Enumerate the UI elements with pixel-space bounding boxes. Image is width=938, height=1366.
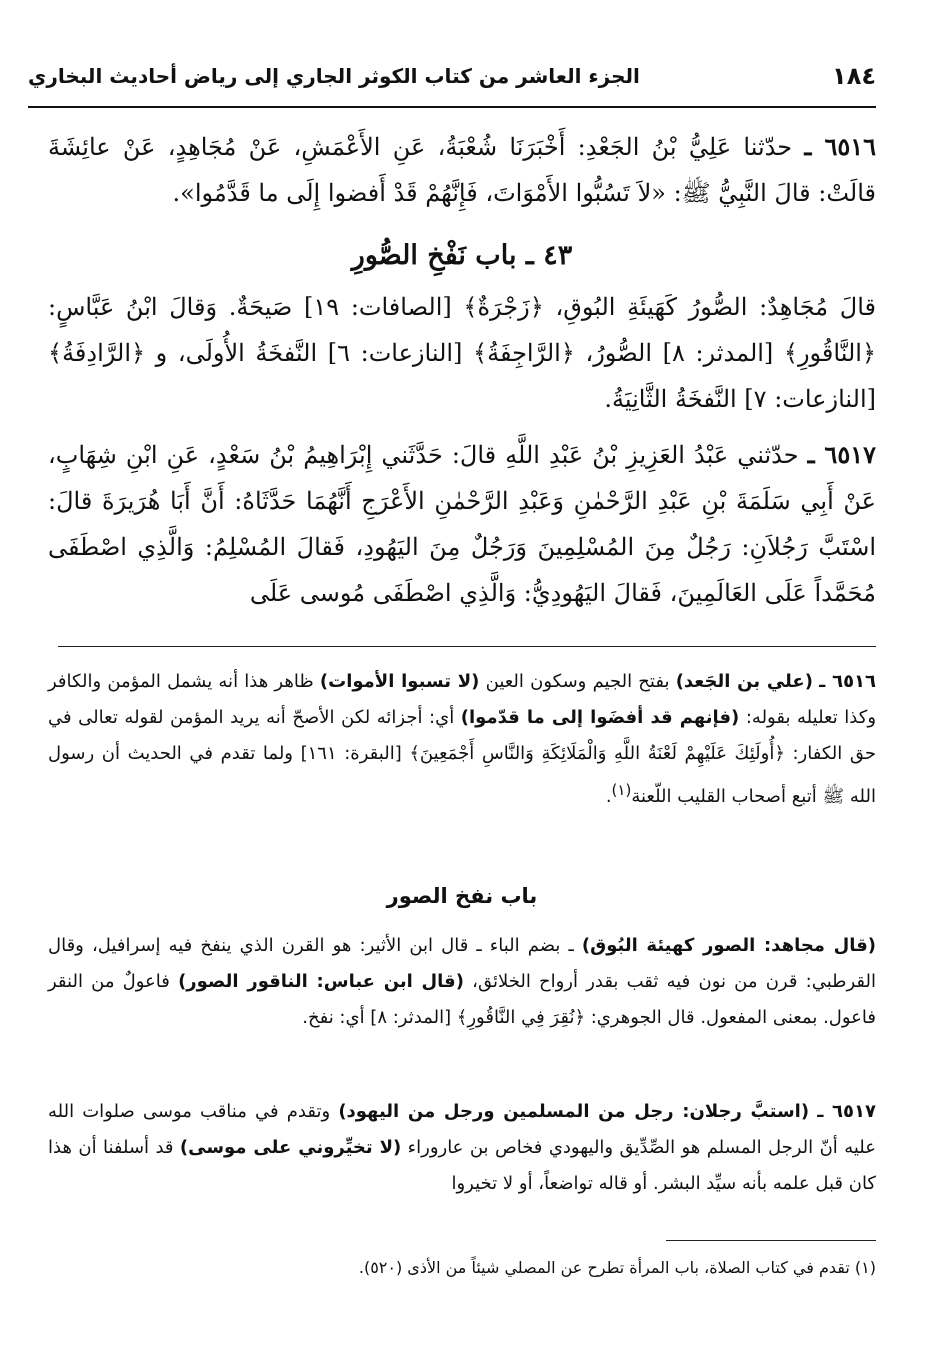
hadith-text: حدّثنا عَلِيُّ بْنُ الجَعْدِ: أَخْبَرَنَا شُعْبَةُ، عَنِ الأَعْمَشِ، عَنْ مُجَاهِدٍ، عَنْ عائِشَةَ قالَتْ: قالَ النَّبِيُّ ﷺ: «لاَ تَسُبُّوا الأَمْوَاتَ، فَإِنَّهُمْ قَدْ أَفضوا إِلَى ما قَدَّمُوا».: [48, 133, 876, 207]
commentary-number: ٦٥١٧ ـ: [817, 1101, 876, 1122]
chapter-title: ٤٣ ـ باب نَفْخِ الصُّورِ: [351, 240, 573, 271]
footnote-text: تقدم في كتاب الصلاة، باب المرأة تطرح عن المصلي شيئاً من الأذى (٥٢٠).: [358, 1258, 850, 1277]
page-header: [28, 60, 876, 104]
commentary-lemma: (استبَّ رجلان: رجل من المسلمين ورجل من اليهود): [338, 1101, 810, 1122]
commentary-text: وتقدم في مناقب موسى صلوات الله عليه أنّ الرجل المسلم هو الصِّدِّيق واليهودي فخاص بن عاروراء: [48, 1101, 876, 1158]
commentary-lemma: (قال مجاهد: الصور كهيئة البُوق): [581, 935, 876, 956]
hadith-6516: [48, 124, 876, 216]
footnote-reference: (١): [611, 781, 632, 799]
footnote: [48, 1258, 876, 1277]
commentary-text: .: [605, 786, 612, 807]
commentary-chapter-title: باب نفخ الصور: [386, 884, 538, 908]
commentary-intro: [48, 928, 876, 1036]
commentary-lemma: (فإنهم قد أفضَوا إلى ما قدّموا): [460, 707, 740, 728]
running-title: الجزء العاشر من كتاب الكوثر الجاري إلى رياض أحاديث البخاري: [28, 64, 640, 88]
header-rule: [28, 106, 876, 108]
commentary-lemma: (قال ابن عباس: الناقور الصور): [178, 971, 464, 992]
chapter-intro: قالَ مُجَاهِدٌ: الصُّورُ كَهَيئَةِ البُوقِ، ﴿زَجْرَةٌ﴾ [الصافات: ١٩] صَيحَةٌ. وَقالَ ابْنُ عَبَّاسٍ: ﴿النَّاقُورِ﴾ [المدثر: ٨] الصُّورُ، ﴿الرَّاجِفَةُ﴾ [النازعات: ٦] النَّفخَةُ الأُولَى، و ﴿الرَّادِفَةُ﴾ [النازعات: ٧] النَّفخَةُ الثَّانِيَةُ.: [48, 293, 876, 413]
commentary-text: بفتح الجيم وسكون العين: [479, 671, 676, 692]
hadith-number: ٦٥١٦ ـ: [804, 132, 876, 161]
commentary-text: قد أسلفنا أن هذا كان قبل علمه بأنه سيِّد البشر. أو قاله تواضعاً، أو لا تخيروا: [48, 1137, 876, 1194]
commentary-number: ٦٥١٦ ـ: [819, 671, 877, 692]
hadith-text: حدّثني عَبْدُ العَزِيزِ بْنُ عَبْدِ اللَّهِ قالَ: حَدَّثَني إِبْرَاهِيمُ بْنُ سَعْدٍ، عَنِ ابْنِ شِهَابٍ، عَنْ أَبِي سَلَمَةَ بْنِ عَبْدِ الرَّحْمٰنِ وَعَبْدِ الرَّحْمٰنِ الأَعْرَجِ أَنَّهُمَا حَدَّثَاهُ: أَنَّ أَبَا هُرَيرَةَ قالَ: اسْتَبَّ رَجُلاَنِ: رَجُلٌ مِنَ المُسْلِمِينَ وَرَجُلٌ مِنَ اليَهُودِ، فَقالَ المُسْلِمُ: وَالَّذِي اصْطَفَى مُحَمَّداً عَلَى العَالَمِينَ، فَقالَ اليَهُودِيُّ: وَالَّذِي اصْطَفَى مُوسى عَلَى: [48, 441, 876, 607]
commentary-text: فاعولٌ من النقر فاعول. بمعنى المفعول. قال الجوهري: ﴿نُقِرَ فِي النَّاقُورِ﴾ [المدثر: ٨] أي: نفخ.: [48, 971, 876, 1028]
commentary-text: أي: أجزائه لكن الأصحّ أنه يريد المؤمن لقوله تعالى في حق الكفار: ﴿أُولَئِكَ عَلَيْهِمْ لَعْنَةُ اللَّهِ وَالْمَلَائِكَةِ وَالنَّاسِ أَجْمَعِينَ﴾ [البقرة: ١٦١] ولما تقدم في الحديث أن رسول الله ﷺ أتبع أصحاب القليب اللّعنة: [48, 707, 876, 807]
commentary-text: ـ بضم الباء ـ قال ابن الأثير: هو القرن الذي ينفخ فيه إسرافيل، وقال القرطبي: قرن من نون فيه ثقب بقدر أرواح الخلائق،: [48, 935, 877, 992]
page-number: ١٨٤: [832, 62, 876, 90]
commentary-6516: [48, 664, 876, 815]
commentary-6517: [48, 1094, 876, 1202]
commentary-lemma: (لا تخيِّروني على موسى): [179, 1137, 402, 1158]
hadith-number: ٦٥١٧ ـ: [807, 440, 876, 469]
commentary-lemma: (لا تسبوا الأموات): [319, 671, 480, 692]
commentary-text: ظاهر هذا أنه يشمل المؤمن والكافر وكذا تعليله بقوله:: [48, 671, 877, 728]
commentary-lemma: (علي بن الجَعد): [675, 671, 813, 692]
section-divider: [58, 646, 876, 647]
footnote-marker: (١): [854, 1258, 876, 1277]
footnote-rule: [666, 1240, 876, 1241]
hadith-6517: [48, 432, 876, 616]
